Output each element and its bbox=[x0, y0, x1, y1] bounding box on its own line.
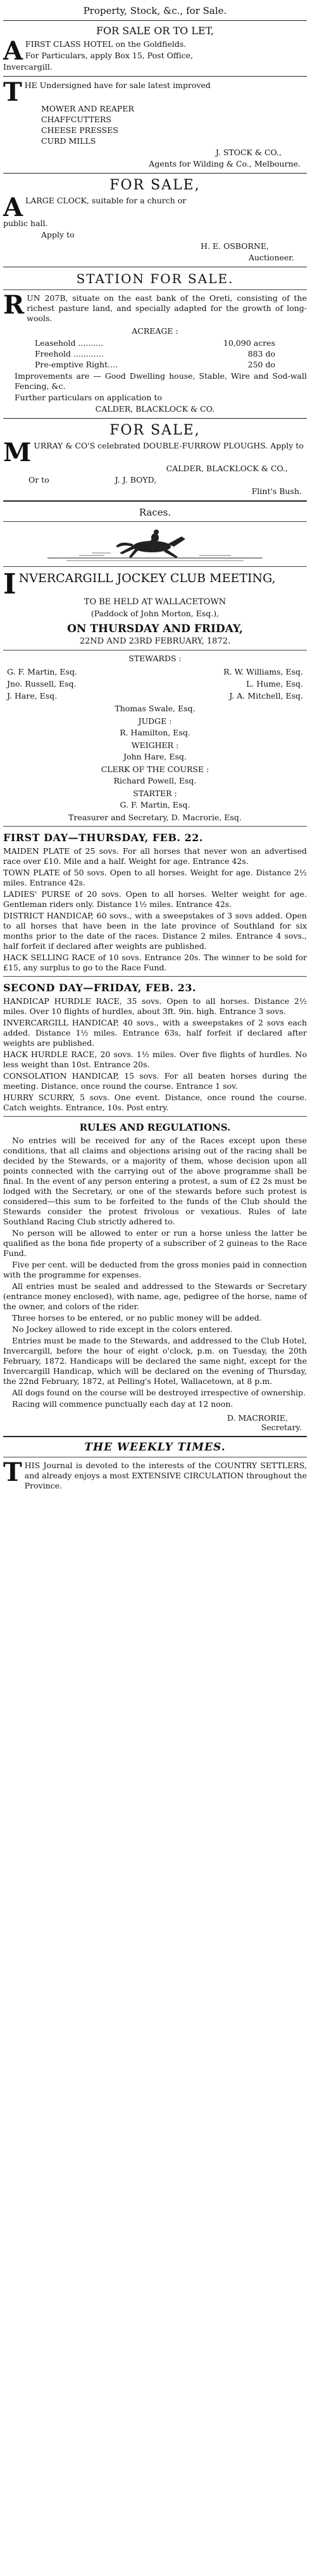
official-name: R. Hamilton, Esq. bbox=[120, 728, 190, 737]
steward-name: G. F. Martin, Esq. bbox=[7, 667, 77, 676]
meeting-title: NVERCARGILL JOCKEY CLUB MEETING, bbox=[18, 571, 276, 585]
acreage-type: Freehold ............ bbox=[35, 349, 104, 358]
acreage-type: Pre-emptive Right.... bbox=[35, 360, 118, 369]
steward-name: R. W. Williams, Esq. bbox=[223, 667, 303, 676]
official-name: John Hare, Esq. bbox=[123, 752, 187, 761]
acreage-value: 10,090 acres bbox=[223, 338, 275, 348]
acreage-value: 883 do bbox=[247, 349, 275, 358]
rule-paragraph: Three horses to be entered, or no public money will be added. bbox=[12, 1313, 262, 1323]
rule-paragraph: No entries will be received for any of the Races except upon these conditions, that all claims and objections arising out of the racing shall be decided by the Stewards, or a majority of them, whose decision upon all points connected with the carrying out of the above programme shall be final. In the event of any person entering a protest, a sum of £2 2s must be lodged with the Secretary, or one of the stewards before such protest is considered—this sum to be forfeited to the funds of the Club should the Stewards consider the protest frivolous or vexatious. Rules of late Southland Racing Club strictly adhered to. bbox=[3, 1136, 307, 1226]
rule-paragraph: Entries must be made to the Stewards, and addressed to the Club Hotel, Invercargill, before the hour of eight o'clock, p.m. on Tuesday, the 20th February, 1872. Handicaps will be declared the same night, except for the Invercargill Handicap, which will be declared on the evening of Thursday, the 22nd February, 1872, at Pelling's Hotel, Wallacetown, at 8 p.m. bbox=[3, 1336, 307, 1386]
ad-line: public hall. bbox=[3, 219, 48, 228]
ad-heading: FOR SALE, bbox=[109, 177, 201, 193]
meeting-venue: TO BE HELD AT WALLACETOWN bbox=[84, 597, 226, 607]
table-row bbox=[34, 338, 276, 348]
product-item: MOWER AND REAPER bbox=[41, 104, 134, 113]
officials-label: STEWARDS : bbox=[128, 654, 182, 663]
product-item: CURD MILLS bbox=[41, 136, 96, 146]
product-item: CHAFFCUTTERS bbox=[41, 115, 111, 124]
firm-name: CALDER, BLACKLOCK & CO. bbox=[95, 404, 215, 414]
ad-heading: STATION FOR SALE. bbox=[76, 271, 234, 286]
ad-body: HIS Journal is devoted to the interests of the COUNTRY SETTLERS, and already enjoys a most EXTENSIVE CIRCULATION throughout the Province. bbox=[24, 1461, 307, 1490]
drop-cap: R bbox=[3, 290, 25, 320]
horse-racing-engraving-icon bbox=[41, 525, 269, 563]
firm-role: Agents for Wilding & Co., Melbourne. bbox=[149, 159, 301, 168]
section-title: Races. bbox=[139, 507, 171, 518]
officials-label: JUDGE : bbox=[138, 716, 172, 726]
race-event: INVERCARGILL HANDICAP, 40 sovs., with a sweepstakes of 2 sovs each added. Distance 1½ miles. Entrance 63s, half forfeit if declared after weights are published. bbox=[3, 1018, 307, 1048]
further-particulars: Further particulars on application to bbox=[15, 393, 163, 402]
acreage-type: Leasehold .......... bbox=[35, 338, 104, 348]
table-row bbox=[34, 348, 276, 359]
ad-intro: HE Undersigned have for sale latest improved bbox=[24, 80, 211, 90]
contact-name: H. E. OSBORNE, bbox=[201, 241, 269, 251]
drop-cap: I bbox=[3, 568, 16, 600]
apply-label: Apply to bbox=[41, 230, 75, 239]
divider bbox=[3, 418, 307, 419]
ad-heading: FOR SALE OR TO LET, bbox=[96, 25, 214, 37]
officials-label: STARTER : bbox=[133, 789, 177, 798]
drop-cap: M bbox=[3, 438, 32, 467]
race-event: HANDICAP HURDLE RACE, 35 sovs. Open to all horses. Distance 2½ miles. Over 10 flights of hurdles, about 3ft. 9in. high. Entrance 3 sovs. bbox=[3, 996, 307, 1016]
official-name: G. F. Martin, Esq. bbox=[120, 800, 190, 809]
meeting-dates: 22ND AND 23RD FEBRUARY, 1872. bbox=[79, 637, 231, 646]
divider bbox=[3, 1436, 307, 1437]
stock-ad bbox=[3, 77, 307, 169]
official-name: Richard Powell, Esq. bbox=[113, 776, 197, 785]
divider bbox=[3, 500, 307, 502]
race-event: HACK SELLING RACE of 10 sovs. Entrance 20s. The winner to be sold for £15, any surplus to go to the Race Fund. bbox=[3, 953, 307, 972]
meeting-days: ON THURSDAY AND FRIDAY, bbox=[67, 623, 243, 635]
newspaper-page bbox=[3, 0, 307, 1491]
meeting-paddock: (Paddock of John Morton, Esq.), bbox=[90, 609, 220, 618]
race-event: CONSOLATION HANDICAP, 15 sovs. For all beaten horses during the meeting. Distance, once round the course. Entrance 1 sov. bbox=[3, 1071, 307, 1091]
day-heading: SECOND DAY—FRIDAY, FEB. 23. bbox=[3, 982, 197, 994]
contact-name: J. J. BOYD, bbox=[115, 475, 157, 485]
firm-name: CALDER, BLACKLOCK & CO., bbox=[166, 464, 288, 473]
steward-name: J. Hare, Esq. bbox=[7, 691, 58, 701]
ad-line: LARGE CLOCK, suitable for a church or bbox=[25, 196, 187, 205]
race-event: DISTRICT HANDICAP, 60 sovs., with a sweepstakes of 3 sovs added. Open to all horses that have been in the late province of Southland for six months prior to the date of the races. Distance 2 miles. Entrance 4 sovs., half forfeit if declared after weights are published. bbox=[3, 911, 307, 951]
ad-line: FIRST CLASS HOTEL on the Goldfields. bbox=[25, 39, 187, 49]
races-section bbox=[3, 507, 307, 1432]
contact-title: Auctioneer. bbox=[248, 253, 294, 262]
acreage-table bbox=[34, 338, 276, 370]
rule-paragraph: Racing will commence punctually each day at 12 noon. bbox=[12, 1399, 233, 1409]
acreage-value: 250 do bbox=[247, 360, 275, 369]
rule-paragraph: No Jockey allowed to ride except in the colors entered. bbox=[12, 1324, 233, 1334]
drop-cap: A bbox=[3, 36, 23, 66]
race-event: HACK HURDLE RACE, 20 sovs. 1½ miles. Over five flights of hurdles. No less weight than 10st. Entrance 20s. bbox=[3, 1050, 307, 1069]
divider bbox=[3, 20, 307, 21]
treasurer-line: Treasurer and Secretary, D. Macrorie, Esq. bbox=[68, 813, 242, 822]
acreage-label: ACREAGE : bbox=[132, 326, 178, 336]
rule-paragraph: Five per cent. will be deducted from the gross monies paid in connection with the programme for expenses. bbox=[3, 1260, 307, 1279]
race-event: LADIES' PURSE of 20 sovs. Open to all horses. Welter weight for age. Gentleman riders only. Distance 1½ miles. Entrance 42s. bbox=[3, 889, 307, 909]
contact-place: Flint's Bush. bbox=[251, 486, 302, 496]
steward-name: Jno. Russell, Esq. bbox=[7, 679, 77, 688]
signature-name: D. MACRORIE, bbox=[226, 1413, 288, 1423]
race-event: HURRY SCURRY, 5 sovs. One event. Distance, once round the course. Catch weights. Entrance, 10s. Post entry. bbox=[3, 1093, 307, 1112]
plough-ad bbox=[3, 422, 307, 497]
ad-heading: FOR SALE, bbox=[109, 422, 201, 438]
hotel-ad bbox=[3, 25, 307, 72]
officials-label: WEIGHER : bbox=[131, 740, 179, 750]
divider bbox=[3, 76, 307, 77]
section-title: Property, Stock, &c., for Sale. bbox=[83, 5, 227, 16]
product-item: CHEESE PRESSES bbox=[41, 125, 118, 135]
officials-label: CLERK OF THE COURSE : bbox=[101, 765, 209, 774]
drop-cap: T bbox=[3, 77, 22, 107]
rule-paragraph: No person will be allowed to enter or run a horse unless the latter be qualified as the bona fide property of a subscriber of 2 guineas to the Race Fund. bbox=[3, 1228, 307, 1258]
ad-line: Invercargill. bbox=[3, 62, 53, 72]
drop-cap: A bbox=[3, 193, 23, 222]
clock-ad bbox=[3, 177, 307, 263]
divider bbox=[3, 173, 307, 174]
ad-body: URRAY & CO'S celebrated DOUBLE-FURROW PLOUGHS. Apply to bbox=[34, 441, 304, 450]
rules-heading: RULES AND REGULATIONS. bbox=[79, 1122, 231, 1133]
ad-heading: THE WEEKLY TIMES. bbox=[84, 1441, 226, 1454]
ad-body: UN 207B, situate on the east bank of the Oreti, consisting of the richest pasture land, and specially adapted for the growth of long-wools. bbox=[27, 293, 307, 323]
race-event: MAIDEN PLATE of 25 sovs. For all horses that never won an advertised race over £10. Mile and a half. Weight for age. Entrance 42s. bbox=[3, 846, 307, 866]
station-ad bbox=[3, 271, 307, 414]
rule-paragraph: All entries must be sealed and addressed to the Stewards or Secretary (entrance money enclosed), with name, age, pedigree of the horse, name of the owner, and colors of the rider. bbox=[3, 1281, 307, 1311]
firm-name: J. STOCK & CO., bbox=[215, 148, 282, 157]
or-label: Or to bbox=[28, 475, 49, 485]
weekly-times-ad bbox=[3, 1441, 307, 1491]
drop-cap: T bbox=[3, 1457, 22, 1487]
steward-name: L. Hume, Esq. bbox=[246, 679, 303, 688]
signature-title: Secretary. bbox=[261, 1423, 302, 1432]
rule-paragraph: All dogs found on the course will be destroyed irrespective of ownership. bbox=[12, 1388, 306, 1397]
day-heading: FIRST DAY—THURSDAY, FEB. 22. bbox=[3, 832, 203, 844]
improvements: Improvements are — Good Dwelling house, Stable, Wire and Sod-wall Fencing, &c. bbox=[15, 371, 307, 391]
stewards-table bbox=[3, 665, 307, 702]
table-row bbox=[34, 359, 276, 370]
steward-name: Thomas Swale, Esq. bbox=[115, 704, 195, 713]
race-event: TOWN PLATE of 50 sovs. Open to all horses. Weight for age. Distance 2½ miles. Entrance 42s. bbox=[3, 868, 307, 887]
ad-line: For Particulars, apply Box 15, Post Office, bbox=[25, 51, 194, 60]
steward-name: J. A. Mitchell, Esq. bbox=[229, 691, 303, 701]
